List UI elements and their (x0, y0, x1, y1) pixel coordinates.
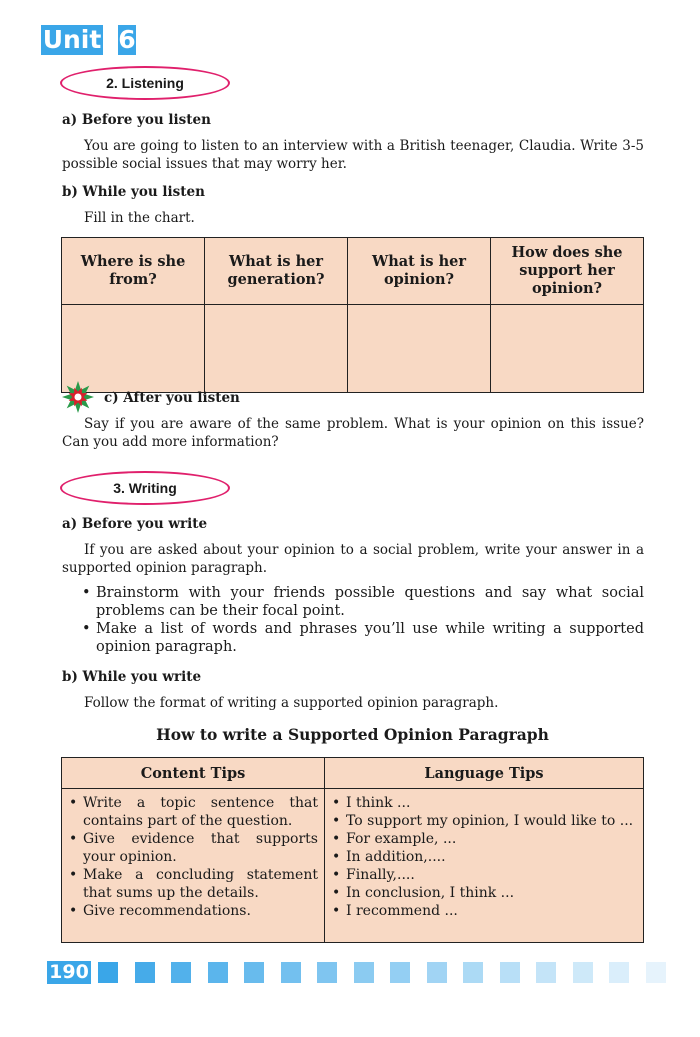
list-item: • Make a concluding statement that sums up the details. (68, 866, 318, 902)
before-write-label: a) Before you write (62, 516, 208, 532)
after-listen-label: c) After you listen (104, 390, 240, 406)
before-write-text: If you are asked about your opinion to a social problem, write your answer in a supported opinion paragraph. (62, 542, 644, 576)
list-item: • Write a topic sentence that contains part of the question. (68, 794, 318, 830)
listening-heading (60, 66, 230, 100)
list-item: • Give recommendations. (68, 902, 318, 920)
list-item: • Brainstorm with your friends possible questions and say what social problems can be their focal point. (81, 584, 644, 620)
list-item: • For example, ... (331, 830, 637, 848)
chart-cell[interactable] (348, 305, 491, 393)
listening-chart (61, 237, 644, 393)
footer-square (244, 962, 264, 983)
footer-square (609, 962, 629, 983)
while-listen-text: Fill in the chart. (84, 210, 195, 226)
language-tips-list (331, 794, 637, 920)
footer-square (536, 962, 556, 983)
writing-heading-text: 3. Writing (113, 480, 177, 496)
chart-header: Where is she from? (62, 238, 205, 305)
while-write-text: Follow the format of writing a supported opinion paragraph. (84, 695, 499, 711)
brainstorm-list (81, 584, 644, 656)
list-item: • I recommend ... (331, 902, 637, 920)
chart-header: What is her opinion? (348, 238, 491, 305)
chart-cell[interactable] (205, 305, 348, 393)
footer-square (98, 962, 118, 983)
tips-table (61, 757, 644, 943)
while-listen-label: b) While you listen (62, 184, 205, 200)
chart-cell[interactable] (491, 305, 644, 393)
footer-square (281, 962, 301, 983)
footer-square (463, 962, 483, 983)
list-item: • To support my opinion, I would like to ... (331, 812, 637, 830)
language-tips-cell (325, 789, 644, 943)
unit-badge (41, 25, 137, 55)
list-item: • Make a list of words and phrases you’ll use while writing a supported opinion paragraph. (81, 620, 644, 656)
footer-square (171, 962, 191, 983)
footer-square (427, 962, 447, 983)
chart-header: What is her generation? (205, 238, 348, 305)
star-flower-icon (61, 380, 95, 414)
footer-square (390, 962, 410, 983)
list-item: • In addition,.... (331, 848, 637, 866)
while-write-label: b) While you write (62, 669, 202, 685)
unit-number: 6 (118, 25, 136, 54)
after-listen-text: Say if you are aware of the same problem. What is your opinion on this issue? Can you add more information? (62, 416, 644, 450)
before-listen-label: a) Before you listen (62, 112, 211, 128)
content-tips-header: Content Tips (62, 758, 325, 789)
footer-square (646, 962, 666, 983)
list-item: • I think ... (331, 794, 637, 812)
chart-header: How does she support her opinion? (491, 238, 644, 305)
list-item: • In conclusion, I think ... (331, 884, 637, 902)
listening-heading-text: 2. Listening (106, 75, 184, 91)
writing-heading (60, 471, 230, 505)
tips-table-title: How to write a Supported Opinion Paragraph (156, 725, 549, 744)
footer-square (354, 962, 374, 983)
footer-square (500, 962, 520, 983)
content-tips-cell (62, 789, 325, 943)
list-item: • Give evidence that supports your opinion. (68, 830, 318, 866)
page-number (47, 961, 91, 984)
unit-word: Unit (42, 25, 102, 54)
language-tips-header: Language Tips (325, 758, 644, 789)
footer-square (135, 962, 155, 983)
page-number-text: 190 (49, 961, 89, 983)
before-listen-text: You are going to listen to an interview with a British teenager, Claudia. Write 3-5 possible social issues that may worry her. (62, 138, 644, 172)
content-tips-list (68, 794, 318, 920)
list-item: • Finally,.... (331, 866, 637, 884)
footer-square (208, 962, 228, 983)
footer-square (573, 962, 593, 983)
footer-square (317, 962, 337, 983)
